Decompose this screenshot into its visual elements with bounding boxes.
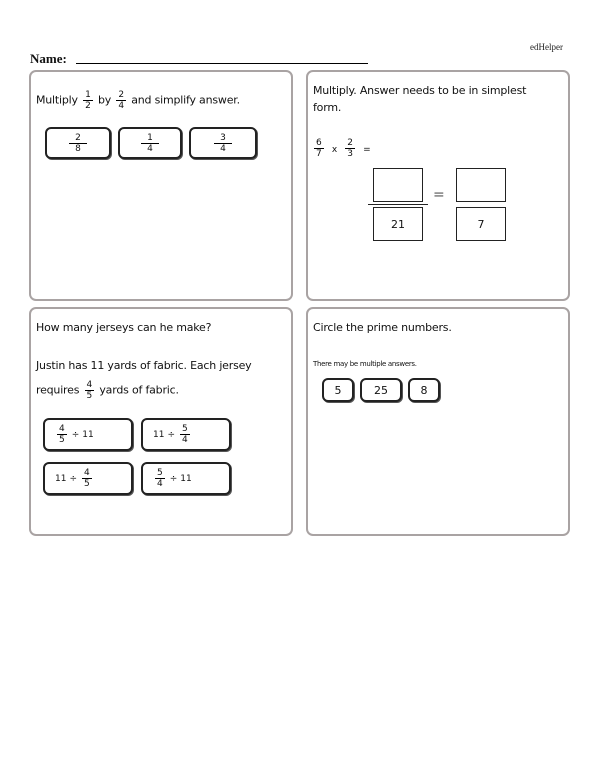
numerator: 4 [59, 424, 65, 434]
numerator: 1 [85, 90, 91, 100]
denominator: 4 [220, 143, 226, 154]
numerator-input-right[interactable] [456, 168, 506, 202]
choice-value: 5 [334, 383, 342, 397]
operand: 11 [180, 473, 192, 484]
denominator: 4 [147, 143, 153, 154]
fraction [116, 90, 126, 111]
denominator: 4 [182, 435, 188, 445]
problem-3-panel [29, 307, 293, 536]
prompt-text: by [97, 93, 112, 107]
answer-choice-4[interactable] [141, 462, 231, 495]
answer-choice-3[interactable] [43, 462, 133, 495]
answer-choice-2[interactable] [141, 418, 231, 451]
fraction [345, 138, 355, 159]
denominator: 3 [347, 149, 353, 159]
problem-2-panel [306, 70, 570, 301]
denominator: 7 [316, 149, 322, 159]
name-label: Name: [30, 51, 67, 66]
divide-sign: ÷ [69, 473, 77, 484]
prompt-text: Multiply [36, 93, 78, 107]
prime-choice-1[interactable] [322, 378, 354, 402]
choice-value: 25 [374, 383, 388, 397]
problem-3-question: How many jerseys can he make? [36, 321, 212, 334]
problem-2-expression [312, 138, 373, 159]
answer-choice-1[interactable] [45, 127, 111, 159]
fraction [85, 380, 95, 401]
divide-sign: ÷ [169, 473, 178, 484]
operand: 11 [153, 429, 165, 440]
answer-choice-3[interactable] [189, 127, 257, 159]
brand-label: edHelper [530, 42, 563, 52]
numerator: 4 [86, 380, 93, 390]
denominator: 4 [157, 479, 163, 489]
fraction [83, 90, 93, 111]
prime-choice-3[interactable] [408, 378, 440, 402]
numerator: 6 [316, 138, 322, 148]
name-line[interactable] [76, 63, 368, 64]
problem-1-panel [29, 70, 293, 301]
problem-4-prompt: Circle the prime numbers. [313, 321, 452, 334]
numerator: 2 [118, 90, 124, 100]
story-text: yards of fabric. [99, 383, 179, 397]
equals-sign: = [433, 187, 445, 203]
problem-2-prompt-line1: Multiply. Answer needs to be in simplest [313, 84, 527, 97]
denominator-left: 21 [373, 207, 423, 241]
numerator: 3 [214, 133, 232, 144]
operand: 11 [82, 429, 94, 440]
numerator: 5 [157, 468, 163, 478]
denominator: 8 [75, 143, 81, 154]
choice-value: 8 [420, 383, 428, 397]
fraction [214, 133, 232, 154]
denominator: 5 [86, 391, 93, 401]
denominator: 4 [118, 101, 124, 111]
numerator: 1 [141, 133, 159, 144]
answer-choice-1[interactable] [43, 418, 133, 451]
answer-choice-2[interactable] [118, 127, 182, 159]
divide-sign: ÷ [167, 429, 175, 440]
operand: 11 [55, 473, 67, 484]
problem-2-prompt-line2: form. [313, 101, 342, 114]
problem-3-story-line1: Justin has 11 yards of fabric. Each jersey [36, 359, 252, 372]
numerator: 2 [69, 133, 87, 144]
numerator: 4 [84, 468, 90, 478]
denominator: 5 [59, 435, 65, 445]
numerator: 2 [347, 138, 353, 148]
fraction [155, 468, 165, 489]
fraction [57, 424, 67, 445]
prompt-text: and simplify answer. [131, 93, 240, 107]
problem-4-note: There may be multiple answers. [313, 360, 417, 368]
fraction [314, 138, 324, 159]
equals-sign: = [363, 144, 371, 155]
fraction [82, 468, 92, 489]
denominator: 2 [85, 101, 91, 111]
numerator: 5 [182, 424, 188, 434]
denominator-right: 7 [456, 207, 506, 241]
fraction [69, 133, 87, 154]
story-text: requires [36, 383, 80, 397]
divide-sign: ÷ [71, 429, 80, 440]
operator: x [331, 144, 337, 155]
fraction [141, 133, 159, 154]
problem-3-story-line2 [36, 380, 179, 401]
problem-1-prompt [36, 90, 240, 111]
fraction [180, 424, 190, 445]
problem-4-panel [306, 307, 570, 536]
denominator: 5 [84, 479, 90, 489]
numerator-input-left[interactable] [373, 168, 423, 202]
fraction-bar [368, 204, 428, 205]
prime-choice-2[interactable] [360, 378, 402, 402]
